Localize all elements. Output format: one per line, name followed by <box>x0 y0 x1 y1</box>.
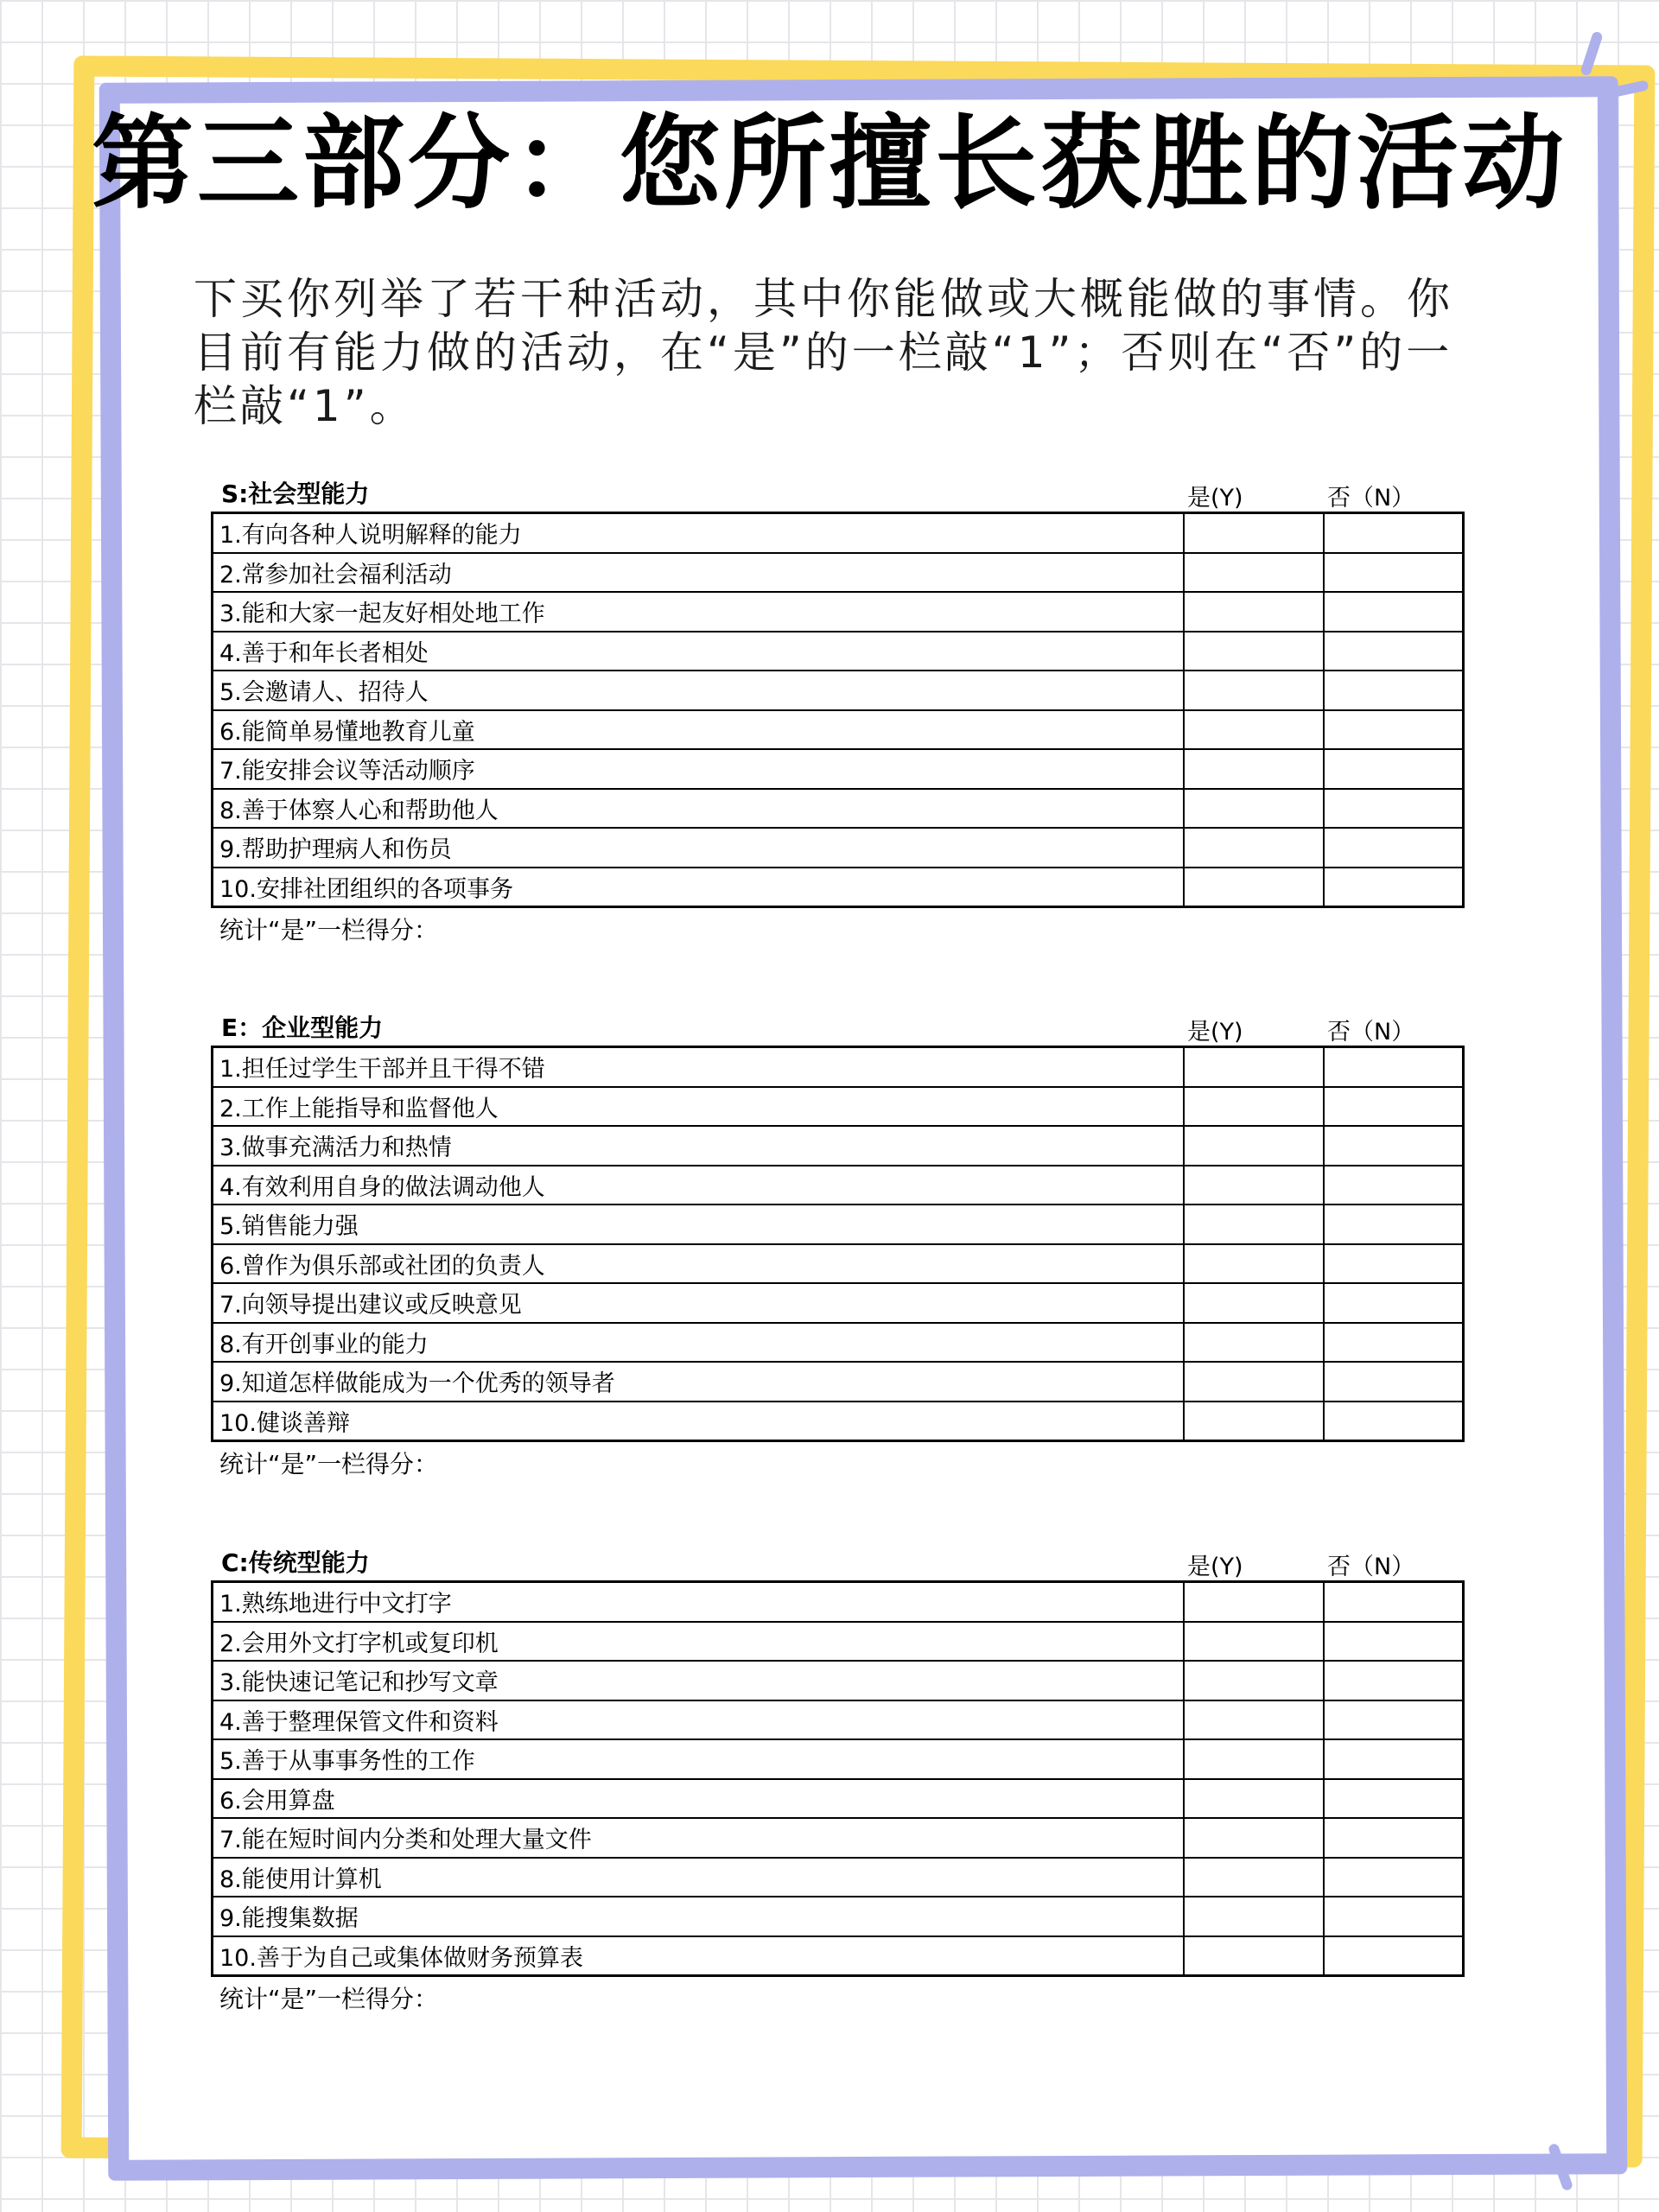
section-title: E：企业型能力 <box>221 1014 384 1042</box>
yes-cell[interactable] <box>1184 1779 1324 1819</box>
table-row <box>213 1936 1464 1976</box>
item-label: 5.会邀请人、招待人 <box>213 671 1184 710</box>
yes-cell[interactable] <box>1184 868 1324 907</box>
no-cell[interactable] <box>1324 710 1464 750</box>
item-label: 9.知道怎样做能成为一个优秀的领导者 <box>213 1362 1184 1402</box>
yes-cell[interactable] <box>1184 828 1324 868</box>
yes-cell[interactable] <box>1184 1897 1324 1936</box>
yes-cell[interactable] <box>1184 1087 1324 1127</box>
item-label: 7.向领导提出建议或反映意见 <box>213 1283 1184 1323</box>
item-label: 10.健谈善辩 <box>213 1402 1184 1441</box>
no-cell[interactable] <box>1324 868 1464 907</box>
no-cell[interactable] <box>1324 1779 1464 1819</box>
section-social <box>211 474 1462 946</box>
item-label: 6.曾作为俱乐部或社团的负责人 <box>213 1244 1184 1284</box>
table-row <box>213 1323 1464 1363</box>
table-row <box>213 1622 1464 1662</box>
yes-cell[interactable] <box>1184 1661 1324 1700</box>
table-row <box>213 671 1464 710</box>
table-row <box>213 1661 1464 1700</box>
yes-cell[interactable] <box>1184 1858 1324 1897</box>
section-title: S:社会型能力 <box>221 480 370 508</box>
table-row <box>213 1362 1464 1402</box>
yes-cell[interactable] <box>1184 553 1324 593</box>
no-cell[interactable] <box>1324 1087 1464 1127</box>
no-cell[interactable] <box>1324 1205 1464 1244</box>
item-label: 7.能安排会议等活动顺序 <box>213 749 1184 789</box>
item-label: 6.能简单易懂地教育儿童 <box>213 710 1184 750</box>
intro-paragraph: 下买你列举了若干种活动，其中你能做或大概能做的事情。你目前有能力做的活动，在“是”的一栏敲“1”；否则在“否”的一栏敲“1”。 <box>194 274 1453 431</box>
yes-cell[interactable] <box>1184 513 1324 553</box>
no-cell[interactable] <box>1324 1126 1464 1166</box>
no-cell[interactable] <box>1324 1936 1464 1976</box>
yes-cell[interactable] <box>1184 1818 1324 1858</box>
page-title: 第三部分：您所擅长获胜的活动 <box>91 104 1567 223</box>
item-label: 9.能搜集数据 <box>213 1897 1184 1936</box>
item-label: 3.能快速记笔记和抄写文章 <box>213 1661 1184 1700</box>
no-cell[interactable] <box>1324 1661 1464 1700</box>
column-header-yes: 是(Y) <box>1187 1554 1243 1580</box>
item-label: 3.能和大家一起友好相处地工作 <box>213 592 1184 632</box>
yes-cell[interactable] <box>1184 1205 1324 1244</box>
column-header-no: 否（N） <box>1327 1554 1415 1580</box>
table-row <box>213 710 1464 750</box>
table-row <box>213 1283 1464 1323</box>
item-label: 5.善于从事事务性的工作 <box>213 1739 1184 1779</box>
table-row <box>213 1818 1464 1858</box>
no-cell[interactable] <box>1324 749 1464 789</box>
section-header <box>211 1007 1462 1046</box>
item-label: 4.善于整理保管文件和资料 <box>213 1700 1184 1740</box>
item-label: 3.做事充满活力和热情 <box>213 1126 1184 1166</box>
table-row <box>213 749 1464 789</box>
item-label: 8.有开创事业的能力 <box>213 1323 1184 1363</box>
score-label: 统计“是”一栏得分： <box>219 1450 439 1478</box>
item-label: 4.有效利用自身的做法调动他人 <box>213 1166 1184 1205</box>
item-label: 1.熟练地进行中文打字 <box>213 1582 1184 1622</box>
no-cell[interactable] <box>1324 1323 1464 1363</box>
item-label: 8.善于体察人心和帮助他人 <box>213 789 1184 829</box>
table-row <box>213 1244 1464 1284</box>
no-cell[interactable] <box>1324 592 1464 632</box>
table-row <box>213 828 1464 868</box>
yes-cell[interactable] <box>1184 592 1324 632</box>
table-row <box>213 553 1464 593</box>
yes-cell[interactable] <box>1184 1402 1324 1441</box>
table-row <box>213 1205 1464 1244</box>
section-enterprise <box>211 1007 1462 1480</box>
no-cell[interactable] <box>1324 671 1464 710</box>
yes-cell[interactable] <box>1184 1244 1324 1284</box>
yes-cell[interactable] <box>1184 1936 1324 1976</box>
section-title: C:传统型能力 <box>221 1548 370 1577</box>
table-row <box>213 868 1464 907</box>
yes-cell[interactable] <box>1184 1323 1324 1363</box>
item-label: 1.担任过学生干部并且干得不错 <box>213 1047 1184 1087</box>
yes-cell[interactable] <box>1184 1166 1324 1205</box>
no-cell[interactable] <box>1324 632 1464 671</box>
section-header <box>211 474 1462 512</box>
table-row <box>213 789 1464 829</box>
no-cell[interactable] <box>1324 1362 1464 1402</box>
table-row <box>213 592 1464 632</box>
yes-cell[interactable] <box>1184 1622 1324 1662</box>
ability-table <box>211 1580 1465 1977</box>
item-label: 2.常参加社会福利活动 <box>213 553 1184 593</box>
no-cell[interactable] <box>1324 828 1464 868</box>
table-row <box>213 632 1464 671</box>
column-header-yes: 是(Y) <box>1187 485 1243 512</box>
no-cell[interactable] <box>1324 1858 1464 1897</box>
table-row <box>213 1402 1464 1441</box>
table-row <box>213 1739 1464 1779</box>
yes-cell[interactable] <box>1184 1126 1324 1166</box>
item-label: 4.善于和年长者相处 <box>213 632 1184 671</box>
table-row <box>213 1700 1464 1740</box>
table-row <box>213 1779 1464 1819</box>
no-cell[interactable] <box>1324 1166 1464 1205</box>
yes-cell[interactable] <box>1184 1362 1324 1402</box>
table-row <box>213 1126 1464 1166</box>
no-cell[interactable] <box>1324 1739 1464 1779</box>
item-label: 8.能使用计算机 <box>213 1858 1184 1897</box>
no-cell[interactable] <box>1324 1897 1464 1936</box>
item-label: 5.销售能力强 <box>213 1205 1184 1244</box>
no-cell[interactable] <box>1324 513 1464 553</box>
table-row <box>213 1087 1464 1127</box>
column-header-no: 否（N） <box>1327 1019 1415 1046</box>
table-row <box>213 1582 1464 1622</box>
no-cell[interactable] <box>1324 1818 1464 1858</box>
table-row <box>213 513 1464 553</box>
no-cell[interactable] <box>1324 1047 1464 1087</box>
item-label: 2.会用外文打字机或复印机 <box>213 1622 1184 1662</box>
table-row <box>213 1897 1464 1936</box>
no-cell[interactable] <box>1324 1582 1464 1622</box>
yes-cell[interactable] <box>1184 710 1324 750</box>
yes-cell[interactable] <box>1184 671 1324 710</box>
ability-table <box>211 1046 1465 1442</box>
yes-cell[interactable] <box>1184 632 1324 671</box>
no-cell[interactable] <box>1324 553 1464 593</box>
item-label: 10.安排社团组织的各项事务 <box>213 868 1184 907</box>
no-cell[interactable] <box>1324 789 1464 829</box>
yes-cell[interactable] <box>1184 1283 1324 1323</box>
score-label: 统计“是”一栏得分： <box>219 1985 439 2013</box>
column-header-no: 否（N） <box>1327 485 1415 512</box>
no-cell[interactable] <box>1324 1622 1464 1662</box>
item-label: 6.会用算盘 <box>213 1779 1184 1819</box>
section-conventional <box>211 1542 1462 2015</box>
table-row <box>213 1858 1464 1897</box>
item-label: 9.帮助护理病人和伤员 <box>213 828 1184 868</box>
item-label: 7.能在短时间内分类和处理大量文件 <box>213 1818 1184 1858</box>
column-header-yes: 是(Y) <box>1187 1019 1243 1046</box>
section-header <box>211 1542 1462 1580</box>
yes-cell[interactable] <box>1184 1582 1324 1622</box>
yes-cell[interactable] <box>1184 1047 1324 1087</box>
item-label: 10.善于为自己或集体做财务预算表 <box>213 1936 1184 1976</box>
no-cell[interactable] <box>1324 1244 1464 1284</box>
no-cell[interactable] <box>1324 1283 1464 1323</box>
yes-cell[interactable] <box>1184 789 1324 829</box>
yes-cell[interactable] <box>1184 749 1324 789</box>
yes-cell[interactable] <box>1184 1700 1324 1740</box>
score-label: 统计“是”一栏得分： <box>219 916 439 944</box>
yes-cell[interactable] <box>1184 1739 1324 1779</box>
table-row <box>213 1166 1464 1205</box>
item-label: 1.有向各种人说明解释的能力 <box>213 513 1184 553</box>
no-cell[interactable] <box>1324 1700 1464 1740</box>
ability-table <box>211 512 1465 908</box>
no-cell[interactable] <box>1324 1402 1464 1441</box>
table-row <box>213 1047 1464 1087</box>
item-label: 2.工作上能指导和监督他人 <box>213 1087 1184 1127</box>
